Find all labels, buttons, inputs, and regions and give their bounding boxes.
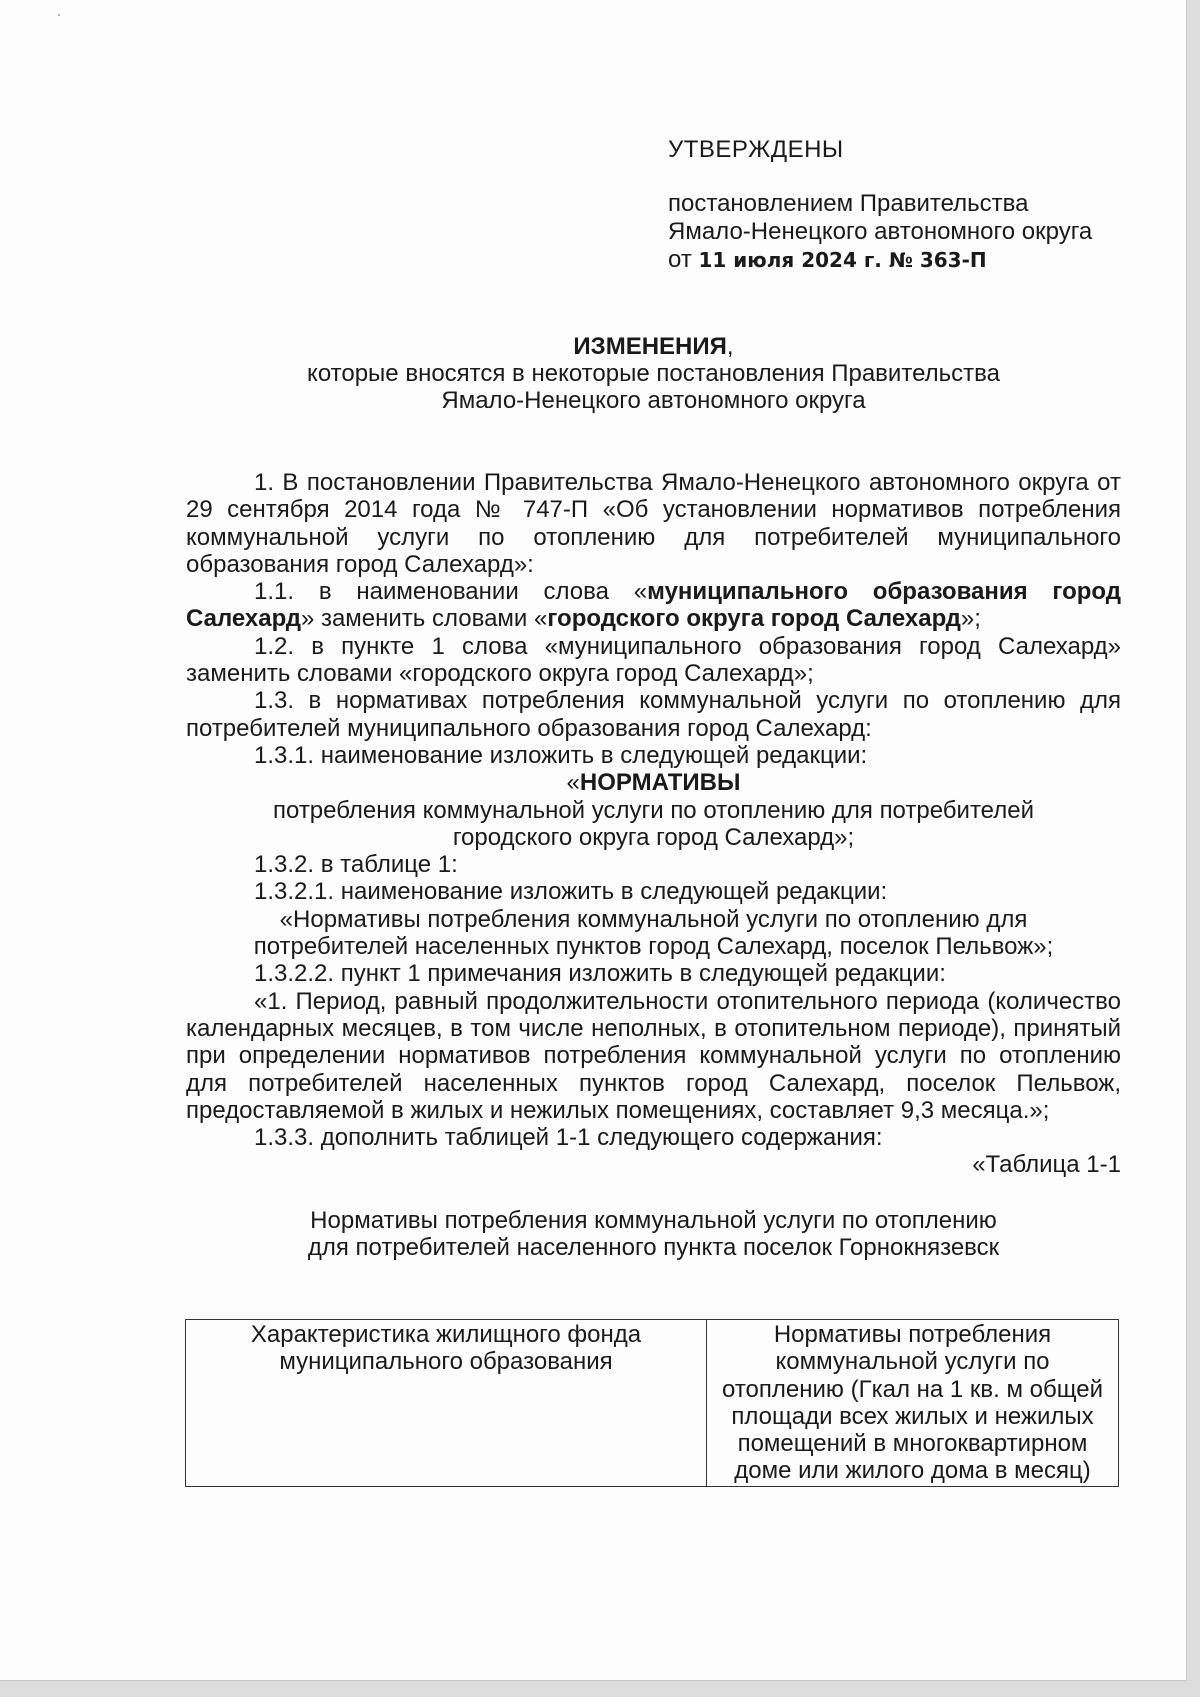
table-reference: «Таблица 1-1 xyxy=(972,1151,1121,1179)
norm-subtitle-1: потребления коммунальной услуги по отоплению для потребителей xyxy=(273,796,1034,824)
norm-title: НОРМАТИВЫ xyxy=(579,769,741,797)
table-header-norms: Нормативы потребления коммунальной услуги по отоплению (Гкал на 1 кв. м общей площади всех жилых и нежилых помещений в многоквартирном доме или жилого дома в месяц) xyxy=(707,1320,1119,1487)
paragraph-1-3-3: 1.3.3. дополнить таблицей 1-1 следующего содержания: xyxy=(254,1124,883,1152)
p11-old-words: муниципального образования город Салехард xyxy=(186,578,1121,633)
approval-stamp xyxy=(668,136,1092,274)
note-1: «1. Период, равный продолжительности отопительного периода (количество календарных месяцев, в том числе неполных, в отопительном периоде), принятый при определении нормативов потребления коммунальной услуги по отоплению для потребителей населенных пунктов город Салехард, поселок Пельвож, предоставляемой в жилых и нежилых помещениях, составляет 9,3 месяца.»; xyxy=(186,987,1121,1124)
norm-title-line xyxy=(186,769,1121,796)
scan-speck xyxy=(58,14,60,16)
title-line-2: Ямало-Ненецкого автономного округа xyxy=(441,387,866,414)
table-title-1: Нормативы потребления коммунальной услуги по отоплению xyxy=(310,1206,997,1234)
title-heading-line xyxy=(186,333,1121,360)
norm2-title-1: «Нормативы потребления коммунальной услуги по отоплению для xyxy=(279,905,1028,933)
approval-date-prefix: от xyxy=(668,246,692,273)
paragraph-1-3-2-2: 1.3.2.2. пункт 1 примечания изложить в следующей редакции: xyxy=(254,960,946,988)
p11-part-e: »; xyxy=(960,605,981,633)
title-line-1: которые вносятся в некоторые постановления Правительства xyxy=(307,360,1000,387)
p11-part-a: 1.1. в наименовании слова « xyxy=(254,578,648,606)
paragraph-1-1 xyxy=(186,578,1121,633)
resolution-number: 11 июля 2024 г. № 363-П xyxy=(698,248,987,272)
table-header-row xyxy=(186,1320,1119,1487)
approval-date-line xyxy=(668,246,1092,274)
approval-label: УТВЕРЖДЕНЫ xyxy=(668,136,844,163)
norm-title-quote: « xyxy=(566,769,580,797)
paragraph-1-3: 1.3. в нормативах потребления коммунальной услуги по отоплению для потребителей муниципального образования город Салехард: xyxy=(186,687,1121,742)
approval-line-1: постановлением Правительства xyxy=(668,190,1029,217)
p11-part-c: » заменить словами « xyxy=(300,605,548,633)
table-title-2: для потребителей населенного пункта поселок Горнокнязевск xyxy=(307,1234,1000,1262)
paragraph-1-3-1: 1.3.1. наименование изложить в следующей редакции: xyxy=(254,741,868,769)
document-body xyxy=(186,469,1121,1261)
title-heading: ИЗМЕНЕНИЯ xyxy=(573,333,727,360)
document-title xyxy=(186,333,1121,414)
paragraph-1: 1. В постановлении Правительства Ямало-Ненецкого автономного округа от 29 сентября 2014 года № 747-П «Об установлении нормативов потребления коммунальной услуги по отоплению для потребителей муниципального образования город Салехард»: xyxy=(186,469,1121,578)
norms-table xyxy=(185,1319,1119,1487)
norm2-title-2: потребителей населенных пунктов город Салехард, поселок Пельвож»; xyxy=(253,933,1054,961)
p11-new-words: городского округа город Салехард xyxy=(547,605,961,633)
table-header-housing: Характеристика жилищного фонда муниципального образования xyxy=(186,1320,707,1487)
title-comma: , xyxy=(726,333,734,360)
paragraph-1-3-2-1: 1.3.2.1. наименование изложить в следующей редакции: xyxy=(254,878,888,906)
paragraph-1-3-2: 1.3.2. в таблице 1: xyxy=(254,851,458,879)
paragraph-1-2: 1.2. в пункте 1 слова «муниципального образования город Салехард» заменить словами «городского округа город Салехард»; xyxy=(186,632,1121,688)
approval-line-2: Ямало-Ненецкого автономного округа xyxy=(668,218,1093,245)
norm-subtitle-2: городского округа город Салехард»; xyxy=(452,823,855,851)
